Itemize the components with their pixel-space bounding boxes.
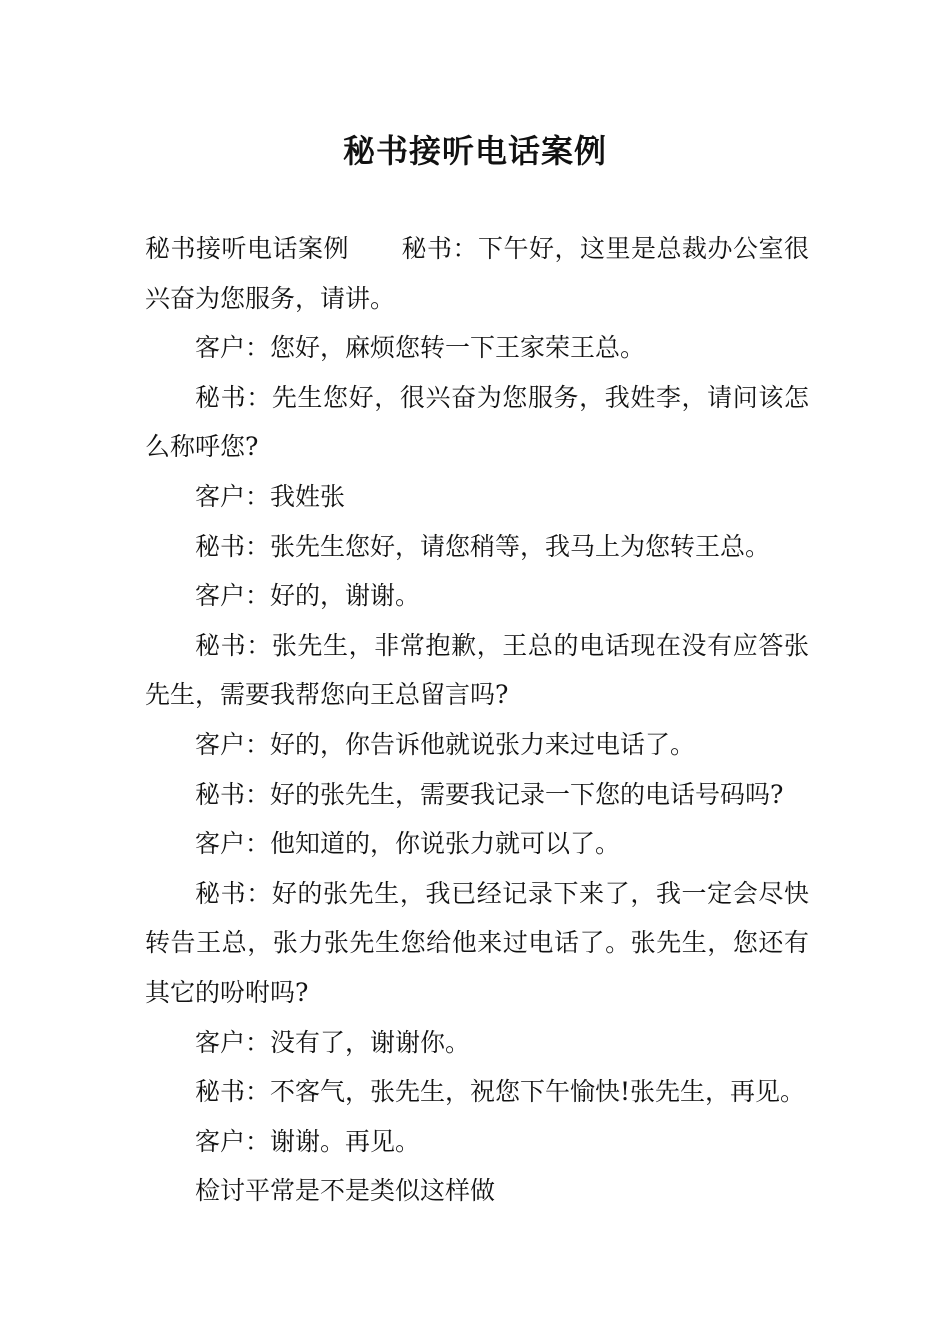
intro-rest: 秘书：下午好，这里是总裁办公室很兴奋为您服务，请讲。 [145, 234, 809, 313]
document-body [145, 224, 809, 1216]
paragraph: 秘书：先生您好，很兴奋为您服务，我姓李，请问该怎么称呼您? [145, 382, 809, 462]
paragraph: 客户：谢谢。再见。 [195, 1126, 421, 1156]
paragraph-intro [145, 224, 809, 323]
paragraph: 客户：没有了，谢谢你。 [195, 1027, 471, 1057]
intro-lead: 秘书接听电话案例 [145, 234, 349, 263]
paragraph: 秘书：张先生您好，请您稍等，我马上为您转王总。 [195, 531, 771, 561]
paragraph: 检讨平常是不是类似这样做 [195, 1176, 496, 1206]
paragraph: 秘书：张先生，非常抱歉，王总的电话现在没有应答张先生，需要我帮您向王总留言吗? [145, 630, 809, 710]
paragraph: 客户：好的，你告诉他就说张力来过电话了。 [195, 729, 696, 759]
paragraph: 客户：我姓张 [195, 481, 346, 511]
paragraph: 秘书：好的张先生，需要我记录一下您的电话号码吗? [195, 779, 784, 809]
paragraph: 客户：您好，麻烦您转一下王家荣王总。 [195, 333, 646, 363]
paragraph: 秘书：不客气，张先生，祝您下午愉快!张先生，再见。 [195, 1077, 806, 1107]
paragraph: 客户：好的，谢谢。 [195, 581, 421, 611]
paragraph: 秘书：好的张先生，我已经记录下来了，我一定会尽快转告王总，张力张先生您给他来过电话了。张先生，您还有其它的吩咐吗? [145, 878, 809, 1007]
document-title: 秘书接听电话案例 [342, 132, 607, 170]
paragraph: 客户：他知道的，你说张力就可以了。 [195, 829, 621, 859]
